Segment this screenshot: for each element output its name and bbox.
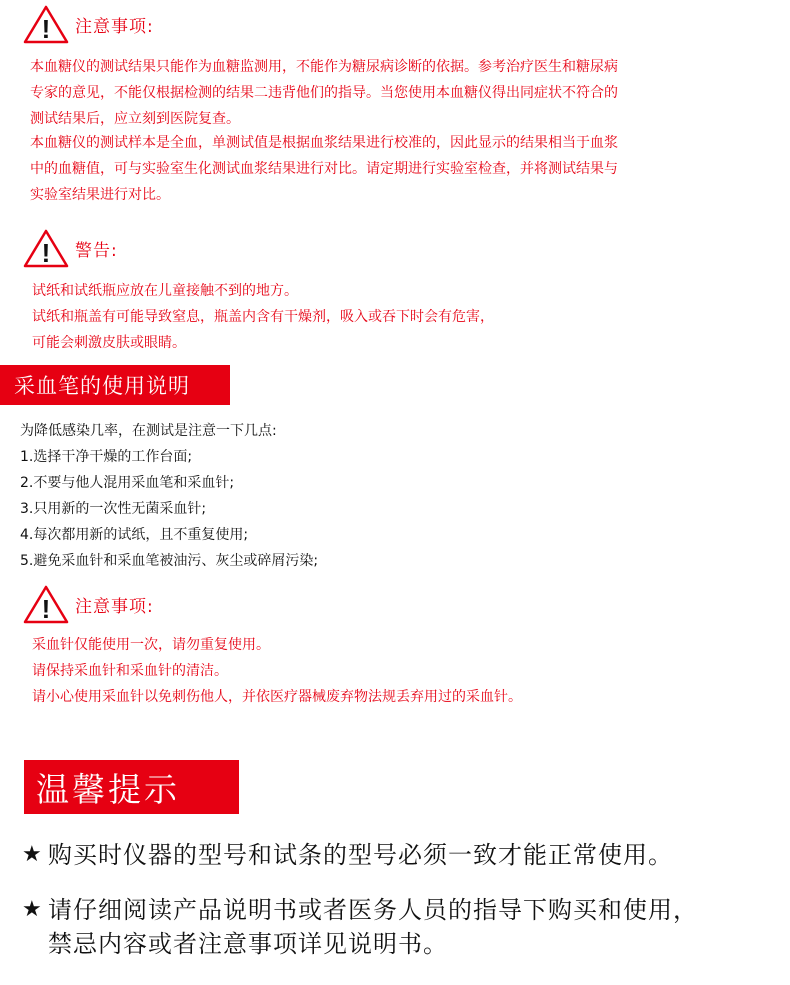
warning-triangle-icon	[22, 4, 70, 44]
notice-line: 中的血糖值，可与实验室生化测试血浆结果进行对比。请定期进行实验室检查，并将测试结果与	[30, 161, 618, 177]
notice-line: 专家的意见，不能仅根据检测的结果二违背他们的指导。当您使用本血糖仪得出同症状不符合的	[30, 85, 618, 101]
notice-body-2	[30, 130, 618, 208]
warning-line: 可能会刺激皮肤或眼睛。	[32, 335, 186, 351]
notice-2-body	[32, 632, 522, 710]
lancet-section-title: 采血笔的使用说明	[14, 374, 190, 398]
warning-triangle-icon	[22, 228, 70, 268]
warning-header	[22, 228, 118, 268]
notice-2-line: 采血针仅能使用一次，请勿重复使用。	[32, 637, 270, 653]
warning-line: 试纸和试纸瓶应放在儿童接触不到的地方。	[32, 283, 298, 299]
warning-body	[32, 278, 494, 356]
svg-text:!: !	[41, 14, 51, 44]
warning-triangle-icon	[22, 584, 70, 624]
tip-text: 购买时仪器的型号和试条的型号必须一致才能正常使用。	[48, 841, 673, 869]
star-icon: ★	[22, 842, 43, 867]
list-item: 2.不要与他人混用采血笔和采血针;	[20, 475, 235, 491]
notice-body	[30, 54, 618, 132]
svg-text:!: !	[41, 238, 51, 268]
tip-item	[22, 838, 673, 872]
notice-2-line: 请保持采血针和采血针的清洁。	[32, 663, 228, 679]
tip-text	[48, 893, 698, 961]
notice-line: 实验室结果进行对比。	[30, 187, 170, 203]
tip-item	[22, 893, 698, 961]
notice-line: 本血糖仪的测试结果只能作为血糖监测用，不能作为糖尿病诊断的依据。参考治疗医生和糖尿病	[30, 59, 618, 75]
warning-line: 试纸和瓶盖有可能导致窒息，瓶盖内含有干燥剂，吸入或吞下时会有危害，	[32, 309, 494, 325]
notice-line: 本血糖仪的测试样本是全血，单测试值是根据血浆结果进行校准的，因此显示的结果相当于血浆	[30, 135, 618, 151]
tips-title: 温馨提示	[36, 769, 180, 809]
lancet-intro: 为降低感染几率，在测试是注意一下几点:	[20, 423, 277, 439]
notice-header	[22, 4, 154, 44]
notice-2-title: 注意事项:	[75, 596, 154, 617]
notice-line: 测试结果后，应立刻到医院复查。	[30, 111, 240, 127]
list-item: 1.选择干净干燥的工作台面;	[20, 449, 193, 465]
lancet-section-banner	[0, 365, 230, 405]
tip-line: 禁忌内容或者注意事项详见说明书。	[48, 930, 448, 958]
warning-title: 警告:	[75, 240, 118, 261]
lancet-instructions	[20, 418, 318, 574]
list-item: 5.避免采血针和采血笔被油污、灰尘或碎屑污染;	[20, 553, 319, 569]
tips-banner	[24, 760, 239, 814]
notice-2-line: 请小心使用采血针以免刺伤他人，并依医疗器械废弃物法规丢弃用过的采血针。	[32, 689, 522, 705]
star-icon: ★	[22, 897, 43, 922]
notice-title: 注意事项:	[75, 16, 154, 37]
notice-2-header	[22, 584, 154, 624]
tip-line: 请仔细阅读产品说明书或者医务人员的指导下购买和使用，	[48, 896, 698, 924]
svg-text:!: !	[41, 594, 51, 624]
list-item: 4.每次都用新的试纸，且不重复使用;	[20, 527, 249, 543]
list-item: 3.只用新的一次性无菌采血针;	[20, 501, 207, 517]
